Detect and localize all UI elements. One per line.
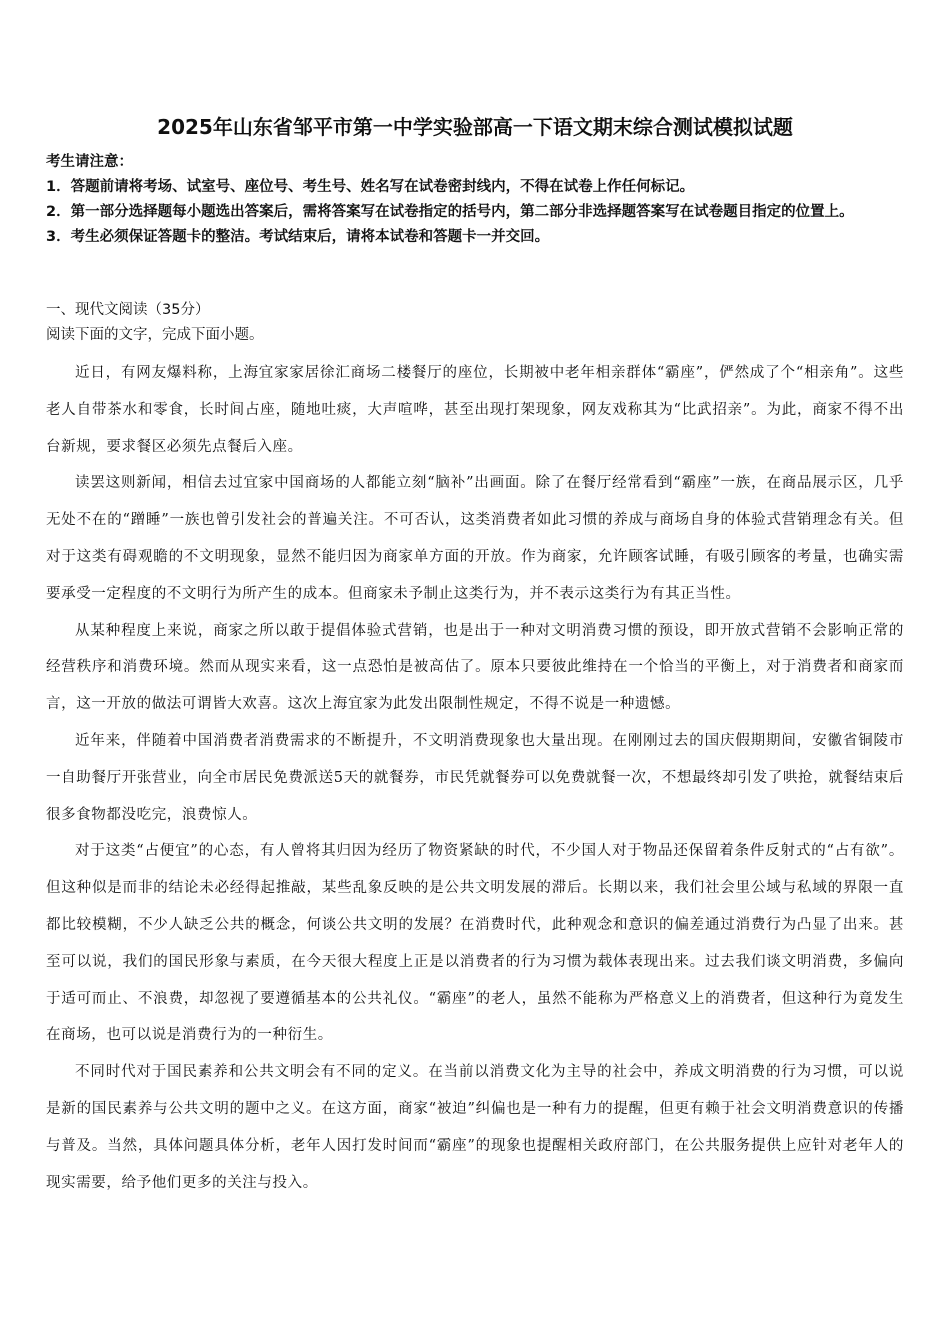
candidate-notice — [46, 150, 906, 250]
notice-item: 1．答题前请将考场、试室号、座位号、考生号、姓名写在试卷密封线内，不得在试卷上作任何标记。 — [46, 179, 695, 195]
notice-item: 3．考生必须保证答题卡的整洁。考试结束后，请将本试卷和答题卡一并交回。 — [46, 229, 550, 245]
section-heading: 一、现代文阅读（35分） — [46, 302, 210, 318]
article-paragraph: 近日，有网友爆料称，上海宜家家居徐汇商场二楼餐厅的座位，长期被中老年相亲群体“霸座”，俨然成了个“相亲角”。这些老人自带茶水和零食，长时间占座，随地吐痰，大声喧哗，甚至出现打架现象，网友戏称其为“比武招亲”。为此，商家不得不出台新规，要求餐区必须先点餐后入座。 — [46, 365, 904, 455]
article-paragraph: 不同时代对于国民素养和公共文明会有不同的定义。在当前以消费文化为主导的社会中，养成文明消费的行为习惯，可以说是新的国民素养与公共文明的题中之义。在这方面，商家“被迫”纠偏也是一种有力的提醒，但更有赖于社会文明消费意识的传播与普及。当然，具体问题具体分析，老年人因打发时间而“霸座”的现象也提醒相关政府部门，在公共服务提供上应针对老年人的现实需要，给予他们更多的关注与投入。 — [46, 1064, 904, 1191]
article-paragraph: 从某种程度上来说，商家之所以敢于提倡体验式营销，也是出于一种对文明消费习惯的预设，即开放式营销不会影响正常的经营秩序和消费环境。然而从现实来看，这一点恐怕是被高估了。原本只要彼此维持在一个恰当的平衡上，对于消费者和商家而言，这一开放的做法可谓皆大欢喜。这次上海宜家为此发出限制性规定，不得不说是一种遗憾。 — [46, 622, 904, 713]
article-paragraph: 对于这类“占便宜”的心态，有人曾将其归因为经历了物资紧缺的时代，不少国人对于物品还保留着条件反射式的“占有欲”。但这种似是而非的结论未必经得起推敲，某些乱象反映的是公共文明发展的滞后。长期以来，我们社会里公域与私域的界限一直都比较模糊，不少人缺乏公共的概念，何谈公共文明的发展？在消费时代，此种观念和意识的偏差通过消费行为凸显了出来。甚至可以说，我们的国民形象与素质，在今天很大程度上正是以消费者的行为习惯为载体表现出来。过去我们谈文明消费，多偏向于适可而止、不浪费，却忽视了要遵循基本的公共礼仪。“霸座”的老人，虽然不能称为严格意义上的消费者，但这种行为竟发生在商场，也可以说是消费行为的一种衍生。 — [46, 843, 904, 1044]
notice-item: 2．第一部分选择题每小题选出答案后，需将答案写在试卷指定的括号内，第二部分非选择题答案写在试卷题目指定的位置上。 — [46, 204, 854, 220]
reading-article — [46, 355, 904, 1201]
article-paragraph: 读罢这则新闻，相信去过宜家中国商场的人都能立刻“脑补”出画面。除了在餐厅经常看到“霸座”一族，在商品展示区，几乎无处不在的“蹭睡”一族也曾引发社会的普遍关注。不可否认，这类消费者如此习惯的养成与商场自身的体验式营销理念有关。但对于这类有碍观瞻的不文明现象，显然不能归因为商家单方面的开放。作为商家，允许顾客试睡，有吸引顾客的考量，也确实需要承受一定程度的不文明行为所产生的成本。但商家未予制止这类行为，并不表示这类行为有其正当性。 — [46, 475, 904, 602]
article-paragraph: 近年来，伴随着中国消费者消费需求的不断提升，不文明消费现象也大量出现。在刚刚过去的国庆假期期间，安徽省铜陵市一自助餐厅开张营业，向全市居民免费派送5天的就餐券，市民凭就餐券可以免费就餐一次，不想最终却引发了哄抢，就餐结束后很多食物都没吃完，浪费惊人。 — [46, 732, 904, 823]
exam-title: 2025年山东省邹平市第一中学实验部高一下语文期末综合测试模拟试题 — [157, 115, 793, 139]
reading-instruction: 阅读下面的文字，完成下面小题。 — [46, 327, 264, 343]
notice-heading: 考生请注意： — [46, 154, 133, 170]
